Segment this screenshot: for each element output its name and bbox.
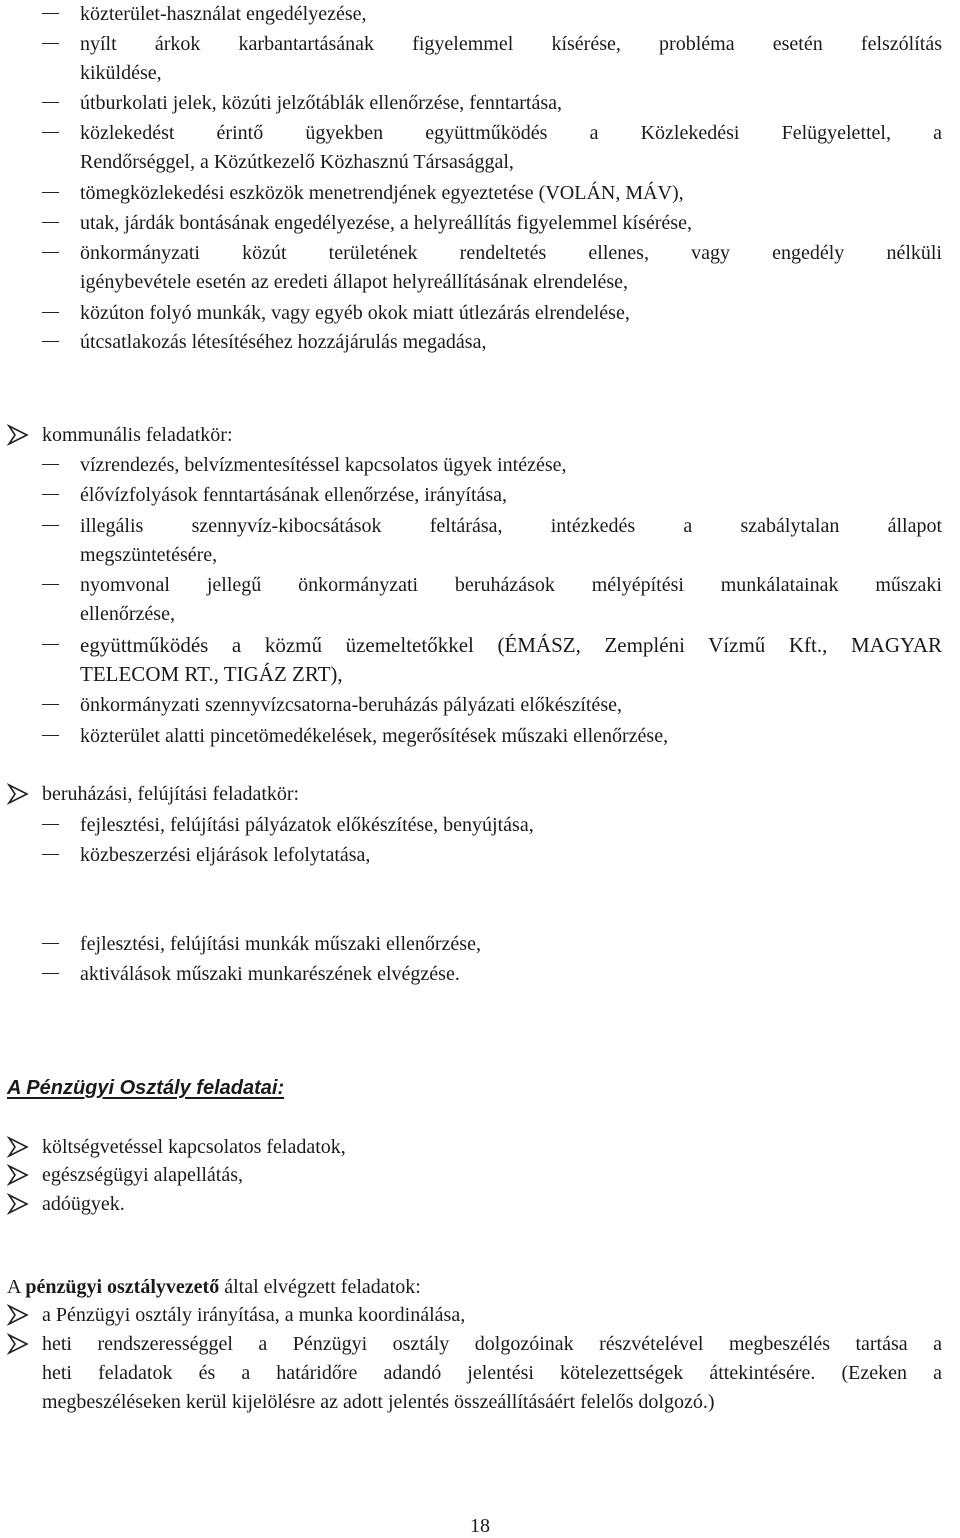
section-title: kommunális feladatkör: <box>42 424 233 446</box>
list-item: közterület alatti pincetömedékelések, megerősítések műszaki ellenőrzése, <box>80 725 669 747</box>
section-title: beruházási, felújítási feladatkör: <box>42 783 300 805</box>
list-item-cont: megszüntetésére, <box>80 544 218 566</box>
list-item: élővízfolyások fenntartásának ellenőrzése, irányítása, <box>80 484 508 506</box>
dash-bullet <box>42 973 59 974</box>
dash-bullet <box>42 584 59 585</box>
arrowhead-bullet-icon <box>7 783 29 805</box>
leader-intro <box>7 1275 421 1299</box>
list-item-cont: TELECOM RT., TIGÁZ ZRT), <box>80 662 343 686</box>
list-item: vízrendezés, belvízmentesítéssel kapcsolatos ügyek intézése, <box>80 454 567 476</box>
list-item: egészségügyi alapellátás, <box>42 1164 244 1186</box>
list-item: közterület-használat engedélyezése, <box>80 3 367 25</box>
arrowhead-bullet-icon <box>7 1193 29 1215</box>
dash-bullet <box>42 341 59 342</box>
arrowhead-bullet-icon <box>7 424 29 446</box>
list-item-cont: ellenőrzése, <box>80 603 175 625</box>
dash-bullet <box>42 43 59 44</box>
list-item: a Pénzügyi osztály irányítása, a munka koordinálása, <box>42 1304 466 1326</box>
list-item: közúton folyó munkák, vagy egyéb okok miatt útlezárás elrendelése, <box>80 302 630 324</box>
dash-bullet <box>42 102 59 103</box>
arrowhead-bullet-icon <box>7 1304 29 1326</box>
list-item: aktiválások műszaki munkarészének elvégzése. <box>80 963 460 985</box>
dash-bullet <box>42 13 59 14</box>
list-item: tömegközlekedési eszközök menetrendjének egyeztetése (VOLÁN, MÁV), <box>80 182 684 204</box>
list-item: fejlesztési, felújítási pályázatok előkészítése, benyújtása, <box>80 814 534 836</box>
list-item: utak, járdák bontásának engedélyezése, a helyreállítás figyelemmel kísérése, <box>80 212 692 234</box>
intro-prefix: A <box>7 1276 26 1298</box>
list-item-cont: igénybevétele esetén az eredeti állapot helyreállításának elrendelése, <box>80 271 629 293</box>
list-item-cont: Rendőrséggel, a Közútkezelő Közhasznú Társasággal, <box>80 151 514 173</box>
list-item-cont: heti feladatok és a határidőre adandó jelentési kötelezettségek áttekintésére. (Ezeken a <box>42 1362 942 1384</box>
page-number: 18 <box>470 1515 490 1537</box>
list-item: heti rendszerességgel a Pénzügyi osztály dolgozóinak részvételével megbeszélés tartása a <box>42 1333 942 1355</box>
section-heading: A Pénzügyi Osztály feladatai: <box>7 1077 285 1099</box>
intro-suffix: által elvégzett feladatok: <box>219 1276 421 1298</box>
dash-bullet <box>42 704 59 705</box>
arrowhead-bullet-icon <box>7 1136 29 1158</box>
list-item-cont: kiküldése, <box>80 62 162 84</box>
dash-bullet <box>42 312 59 313</box>
list-item: fejlesztési, felújítási munkák műszaki ellenőrzése, <box>80 933 481 955</box>
list-item: útcsatlakozás létesítéséhez hozzájárulás megadása, <box>80 331 487 353</box>
list-item: közlekedést érintő ügyekben együttműködés a Közlekedési Felügyelettel, a <box>80 122 942 144</box>
arrowhead-bullet-icon <box>7 1333 29 1355</box>
list-item: együttműködés a közmű üzemeltetőkkel (ÉMÁSZ, Zempléni Vízmű Kft., MAGYAR <box>80 633 942 657</box>
dash-bullet <box>42 192 59 193</box>
dash-bullet <box>42 644 59 645</box>
dash-bullet <box>42 824 59 825</box>
list-item: útburkolati jelek, közúti jelzőtáblák ellenőrzése, fenntartása, <box>80 92 563 114</box>
list-item: nyílt árkok karbantartásának figyelemmel kísérése, probléma esetén felszólítás <box>80 33 942 55</box>
list-item: önkormányzati szennyvízcsatorna-beruházás pályázati előkészítése, <box>80 694 622 716</box>
dash-bullet <box>42 525 59 526</box>
list-item: illegális szennyvíz-kibocsátások feltárása, intézkedés a szabálytalan állapot <box>80 515 942 537</box>
list-item: nyomvonal jellegű önkormányzati beruházások mélyépítési munkálatainak műszaki <box>80 574 942 596</box>
dash-bullet <box>42 735 59 736</box>
arrowhead-bullet-icon <box>7 1164 29 1186</box>
list-item: adóügyek. <box>42 1193 125 1215</box>
dash-bullet <box>42 252 59 253</box>
intro-bold: pénzügyi osztályvezető <box>25 1276 220 1298</box>
dash-bullet <box>42 854 59 855</box>
dash-bullet <box>42 494 59 495</box>
dash-bullet <box>42 943 59 944</box>
list-item: költségvetéssel kapcsolatos feladatok, <box>42 1136 346 1158</box>
list-item: közbeszerzési eljárások lefolytatása, <box>80 844 371 866</box>
dash-bullet <box>42 132 59 133</box>
list-item-cont: megbeszéléseken kerül kijelölésre az adott jelentés összeállításáért felelős dolgozó.) <box>42 1391 715 1413</box>
dash-bullet <box>42 222 59 223</box>
dash-bullet <box>42 464 59 465</box>
list-item: önkormányzati közút területének rendeltetés ellenes, vagy engedély nélküli <box>80 242 942 264</box>
